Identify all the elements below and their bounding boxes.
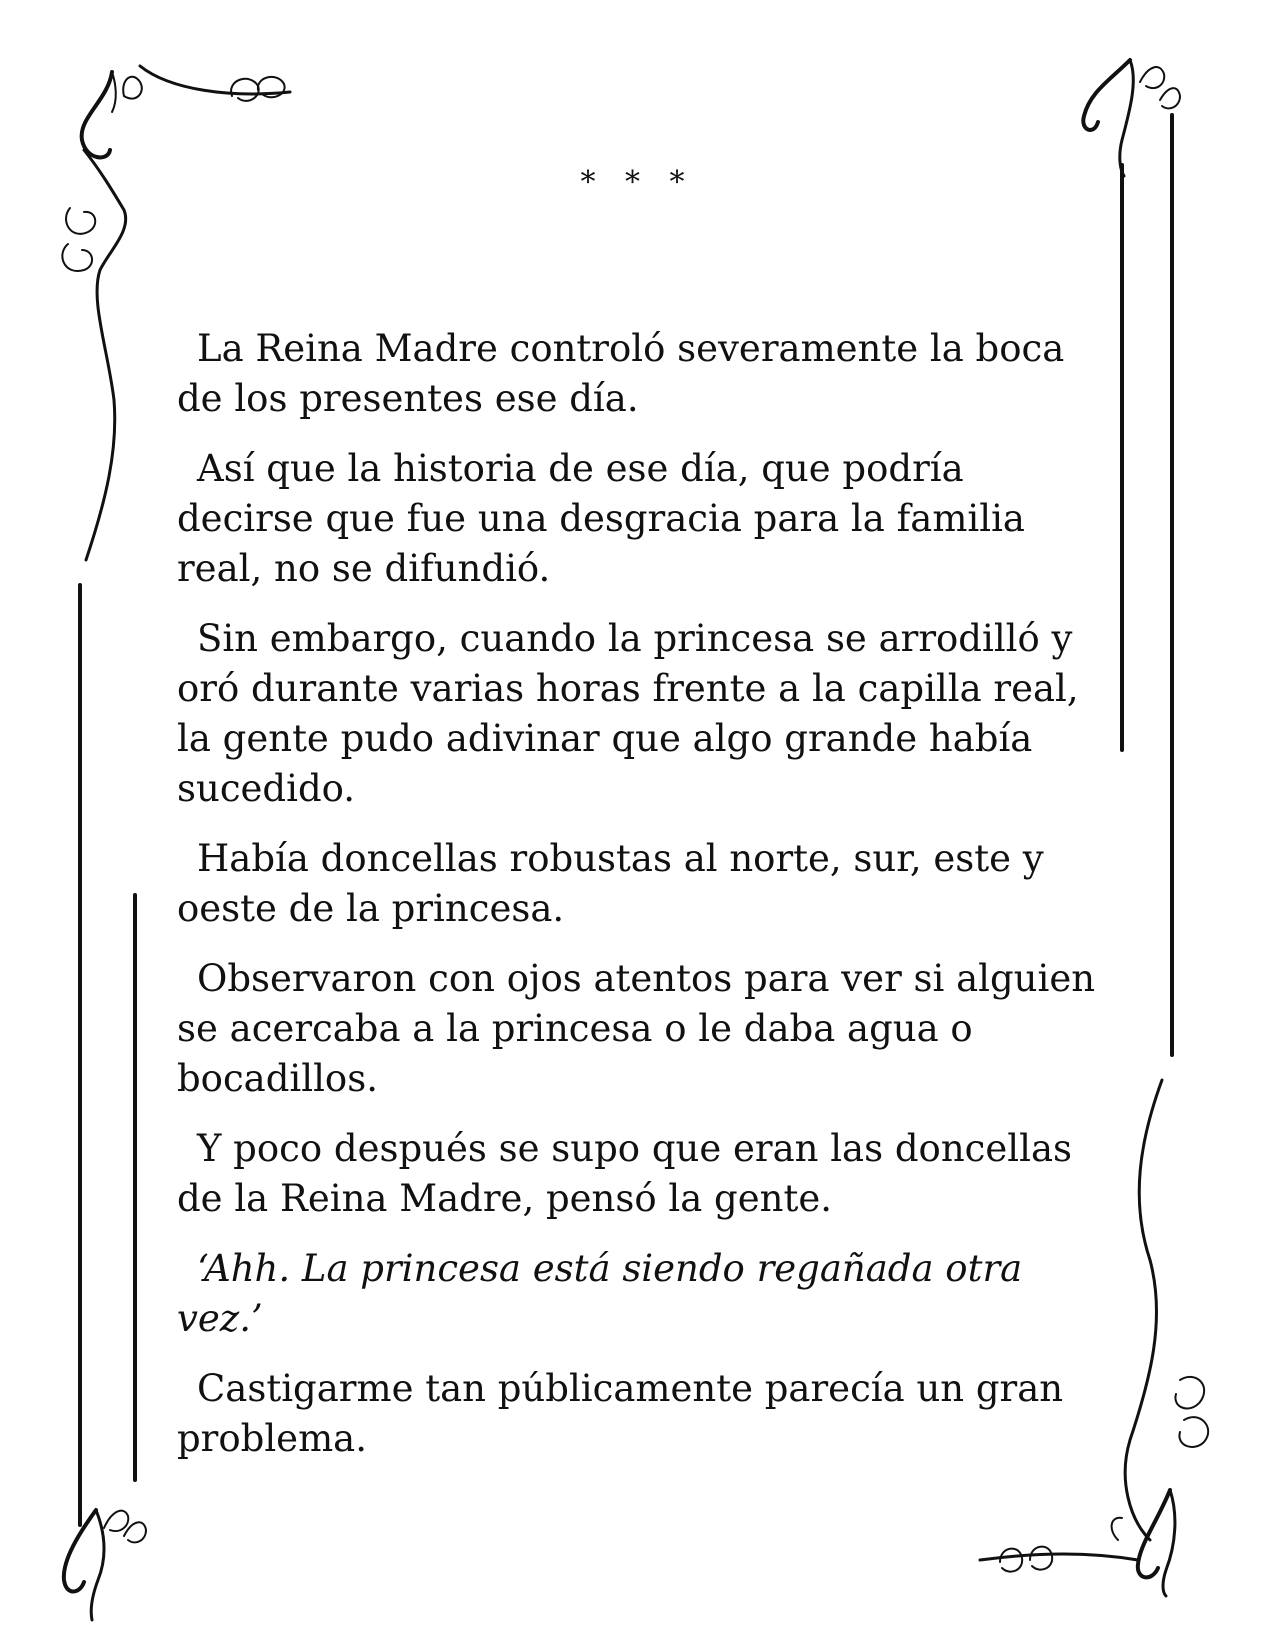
ornament-top-right	[1083, 60, 1180, 176]
paragraph: Castigarme tan públicamente parecía un gran problema.	[177, 1367, 1064, 1460]
ornament-bottom-left	[64, 1510, 146, 1620]
scene-separator: * * *	[580, 165, 695, 200]
paragraph: La Reina Madre controló severamente la boca de los presentes ese día.	[177, 327, 1065, 420]
chapter-text	[177, 324, 1097, 1484]
paragraph: Observaron con ojos atentos para ver si alguien se acercaba a la princesa o le daba agua o bocadillos.	[177, 957, 1096, 1100]
paragraph-thought: ‘Ahh. La princesa está siendo regañada otra vez.’	[177, 1247, 1023, 1340]
paragraph: Había doncellas robustas al norte, sur, este y oeste de la princesa.	[177, 837, 1044, 930]
paragraph: Así que la historia de ese día, que podría decirse que fue una desgracia para la familia real, no se difundió.	[177, 447, 1025, 590]
paragraph: Sin embargo, cuando la princesa se arrodilló y oró durante varias horas frente a la capilla real, la gente pudo adivinar que algo grande había sucedido.	[177, 617, 1079, 810]
paragraph: Y poco después se supo que eran las doncellas de la Reina Madre, pensó la gente.	[177, 1127, 1072, 1220]
